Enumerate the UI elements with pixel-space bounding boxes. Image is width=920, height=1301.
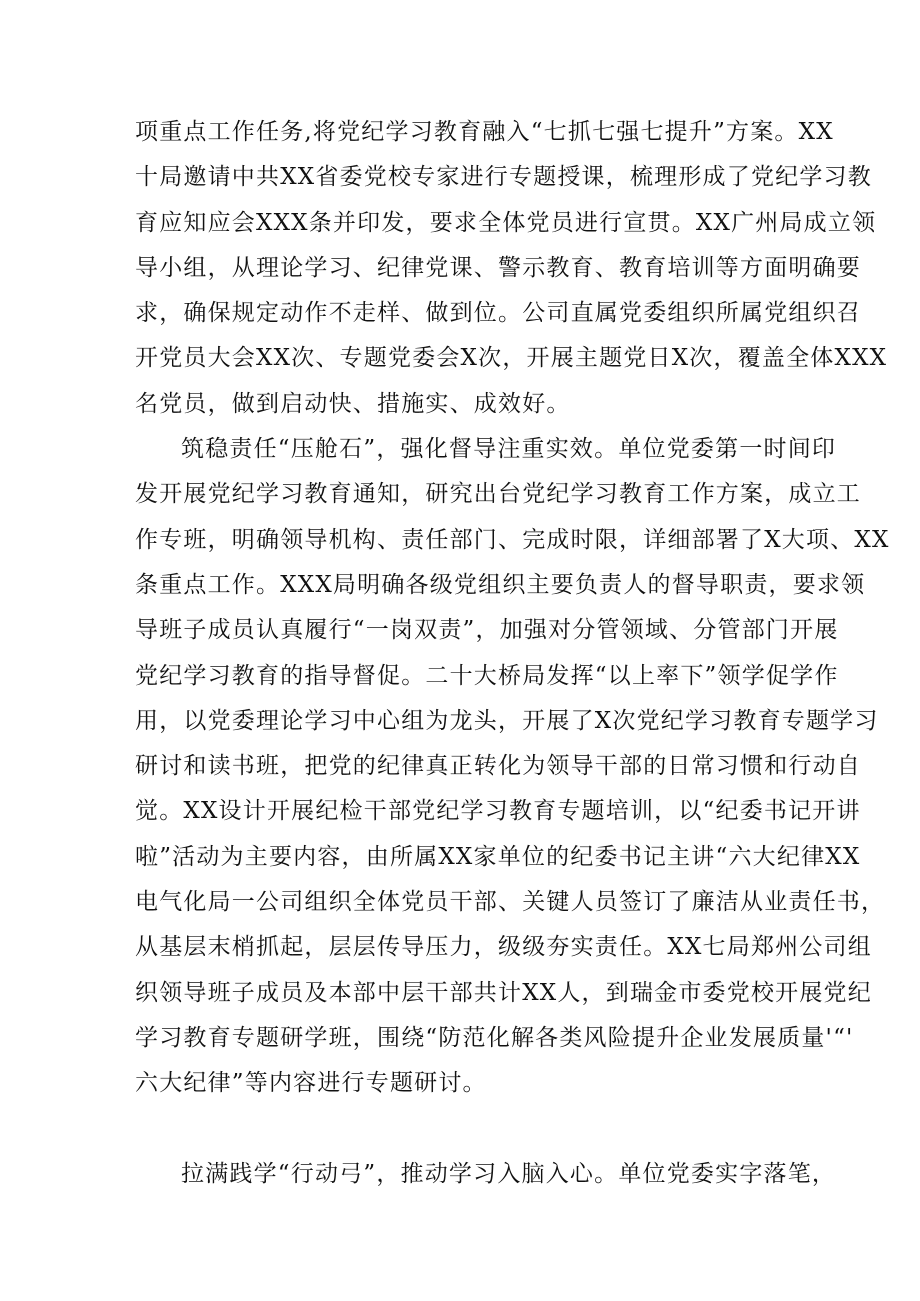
text-line: 觉。XX设计开展纪检干部党纪学习教育专题培训，以“纪委书记开讲	[135, 798, 861, 825]
text-line: 发开展党纪学习教育通知，研究出台党纪学习教育工作方案，成立工	[135, 481, 861, 508]
paragraph-2	[135, 431, 890, 1147]
text-line: 电气化局一公司组织全体党员干部、关键人员签订了廉洁从业责任书，	[135, 889, 886, 916]
text-line: 作专班，明确领导机构、责任部门、完成时限，详细部署了X大项、XX	[135, 526, 890, 553]
paragraph-3	[135, 1156, 837, 1193]
text-line: 项重点工作任务,将党纪学习教育融入“七抓七强七提升”方案。XX	[135, 119, 834, 145]
document-body	[135, 114, 890, 1201]
text-line: 啦”活动为主要内容，由所属XX家单位的纪委书记主讲“六大纪律XX	[135, 843, 861, 870]
text-line: 筑稳责任“压舱石”，强化督导注重实效。单位党委第一时间印	[181, 436, 837, 463]
text-line: 六大纪律”等内容进行专题研讨。	[135, 1070, 487, 1097]
text-line: 用，以党委理论学习中心组为龙头，开展了X次党纪学习教育专题学习	[135, 707, 879, 734]
text-line: 党纪学习教育的指导督促。二十大桥局发挥“以上率下”领学促学作	[135, 662, 839, 689]
text-line: 学习教育专题研学班，围绕“防范化解各类风险提升企业发展质量'“'	[135, 1024, 854, 1051]
text-line	[135, 1111, 795, 1148]
text-line: 求，确保规定动作不走样、做到位。公司直属党委组织所属党组织召	[135, 300, 861, 327]
text-line: 拉满践学“行动弓”，推动学习入脑入心。单位党委实字落笔，	[181, 1160, 837, 1187]
text-line: 育应知应会XXX条并印发，要求全体党员进行宣贯。XX广州局成立领	[135, 209, 877, 236]
paragraph-1	[135, 114, 888, 423]
text-line: 从基层末梢抓起，层层传导压力，级级夯实责任。XX七局郑州公司组	[135, 934, 872, 961]
text-line: 十局邀请中共XX省委党校专家进行专题授课，梳理形成了党纪学习教	[135, 164, 872, 191]
text-line: 开党员大会XX次、专题党委会X次，开展主题党日X次，覆盖全体XXX	[135, 345, 888, 372]
text-line: 条重点工作。XXX局明确各级党组织主要负责人的督导职责，要求领	[135, 571, 866, 598]
text-line: 织领导班子成员及本部中层干部共计XX人，到瑞金市委党校开展党纪	[135, 979, 872, 1006]
text-line: 名党员，做到启动快、措施实、成效好。	[135, 390, 571, 417]
text-line: 导班子成员认真履行“一岗双责”，加强对分管领域、分管部门开展	[135, 617, 839, 644]
text-line: 导小组，从理论学习、纪律党课、警示教育、教育培训等方面明确要	[135, 254, 861, 281]
text-line: 研讨和读书班，把党的纪律真正转化为领导干部的日常习惯和行动自	[135, 753, 861, 780]
